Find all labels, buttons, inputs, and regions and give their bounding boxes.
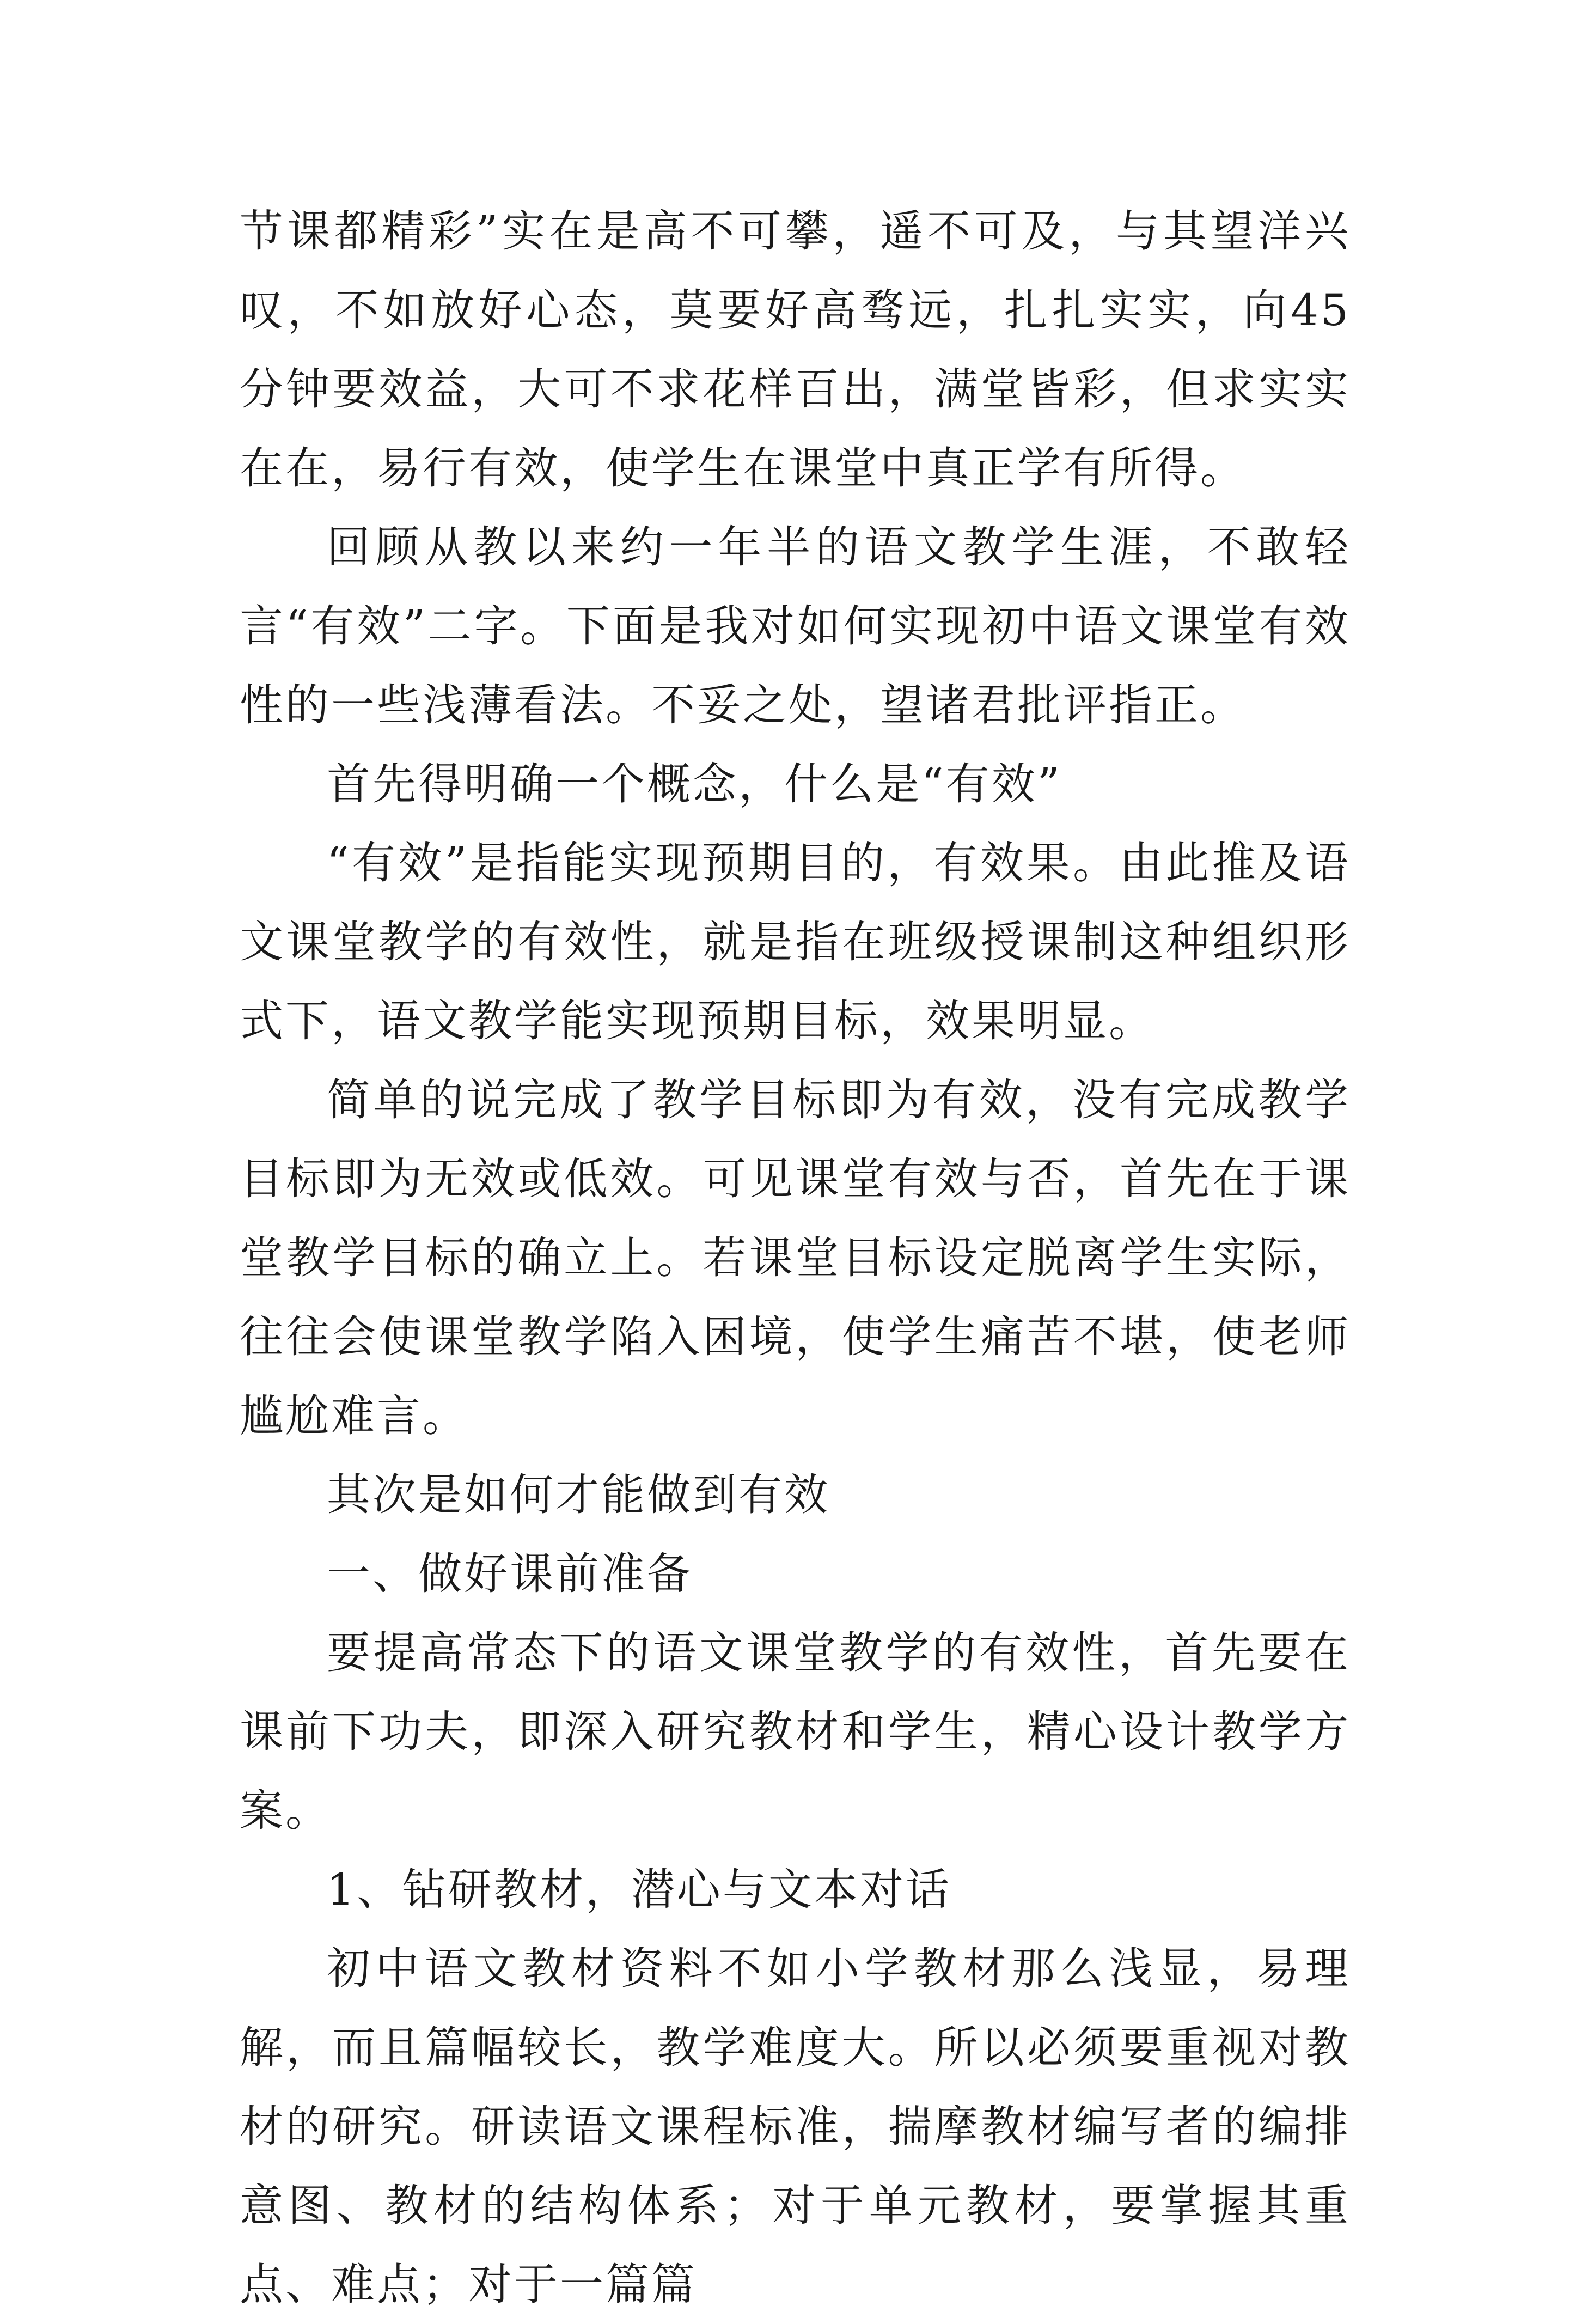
paragraph-review: 回顾从教以来约一年半的语文教学生涯，不敢轻言“有效”二字。下面是我对如何实现初中语文课堂有效性的一些浅薄看法。不妥之处，望诸君批评指正。 [240, 522, 1351, 730]
paragraph-definition: “有效”是指能实现预期目的，有效果。由此推及语文课堂教学的有效性，就是指在班级授课制这种组织形式下，语文教学能实现预期目标，效果明显。 [240, 838, 1351, 1046]
paragraph-preparation: 要提高常态下的语文课堂教学的有效性，首先要在课前下功夫，即深入研究教材和学生，精心设计教学方案。 [240, 1627, 1351, 1836]
document-body [240, 192, 1351, 2324]
paragraph-how-heading: 其次是如何才能做到有效 [327, 1469, 830, 1520]
paragraph-continuation: 节课都精彩”实在是高不可攀，遥不可及，与其望洋兴叹，不如放好心态，莫要好高骛远，扎扎实实，向45分钟要效益，大可不求花样百出，满堂皆彩，但求实实在在，易行有效，使学生在课堂中真正学有所得。 [240, 206, 1351, 493]
subsection-heading-textbook: 1、钻研教材，潜心与文本对话 [327, 1864, 951, 1915]
paragraph-textbook: 初中语文教材资料不如小学教材那么浅显，易理解，而且篇幅较长，教学难度大。所以必须要重视对教材的研究。研读语文课程标准，揣摩教材编写者的编排意图、教材的结构体系；对于单元教材，要掌握其重点、难点；对于一篇篇 [240, 1943, 1351, 2310]
paragraph-concept-heading: 首先得明确一个概念，什么是“有效” [327, 759, 1062, 809]
paragraph-objectives: 简单的说完成了教学目标即为有效，没有完成教学目标即为无效或低效。可见课堂有效与否，首先在于课堂教学目标的确立上。若课堂目标设定脱离学生实际，往往会使课堂教学陷入困境，使学生痛苦不堪，使老师尴尬难言。 [240, 1075, 1351, 1441]
section-heading-preparation: 一、做好课前准备 [327, 1548, 693, 1599]
